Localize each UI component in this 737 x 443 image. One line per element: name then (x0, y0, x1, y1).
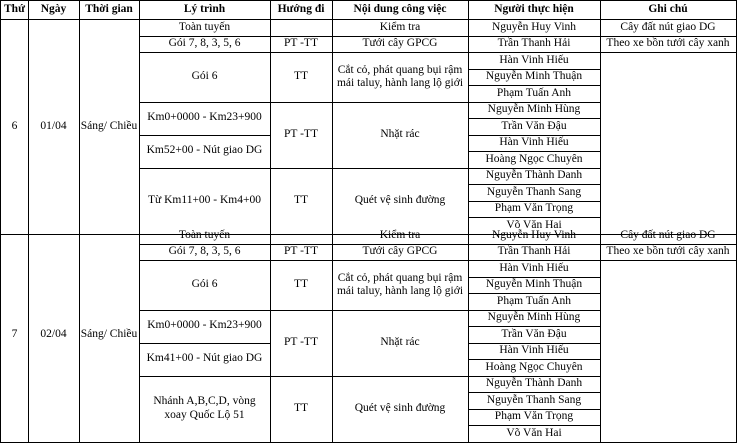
staff-cell: Hoàng Ngọc Chuyên (468, 359, 601, 377)
staff-cell: Trần Văn Đậu (468, 118, 601, 136)
header-cell: Ghi chú (600, 0, 737, 20)
staff-cell: Nguyễn Thanh Sang (468, 392, 601, 410)
staff-cell: Nguyễn Minh Hùng (468, 102, 601, 120)
task-cell: Kiểm tra (332, 19, 469, 37)
route-cell: Từ Km11+00 - Km4+00 (139, 168, 271, 235)
route-cell: Km52+00 - Nút giao DG (139, 135, 271, 169)
task-cell: Cắt cỏ, phát quang bụi rậm mái taluy, hành lang lộ giới (332, 52, 469, 103)
header-cell: Hướng đi (270, 0, 333, 20)
direction-cell: PT -TT (270, 102, 333, 169)
direction-cell (270, 227, 333, 245)
task-cell: Nhặt rác (332, 102, 469, 169)
note-cell (600, 52, 737, 235)
route-cell: Gói 6 (139, 52, 271, 103)
direction-cell: PT -TT (270, 36, 333, 54)
header-cell: Lý trình (139, 0, 271, 20)
route-cell: Km0+0000 - Km23+900 (139, 102, 271, 136)
staff-cell: Nguyễn Thanh Sang (468, 184, 601, 202)
staff-cell: Nguyễn Minh Thuận (468, 69, 601, 87)
time-cell: Sáng/ Chiều (79, 19, 140, 235)
direction-cell: PT -TT (270, 310, 333, 377)
route-cell: Toàn tuyến (139, 19, 271, 37)
staff-cell: Võ Văn Hai (468, 217, 601, 235)
direction-cell (270, 19, 333, 37)
note-cell: Theo xe bồn tưới cây xanh (600, 244, 737, 262)
route-cell: Gói 7, 8, 3, 5, 6 (139, 36, 271, 54)
staff-cell: Hàn Vinh Hiếu (468, 260, 601, 278)
staff-cell: Nguyễn Minh Thuận (468, 277, 601, 295)
staff-cell: Hoàng Ngọc Chuyên (468, 151, 601, 169)
note-cell: Cây đất nút giao DG (600, 227, 737, 245)
staff-cell: Nguyễn Minh Hùng (468, 310, 601, 328)
task-cell: Tưới cây GPCG (332, 244, 469, 262)
staff-cell: Trần Văn Đậu (468, 326, 601, 344)
staff-cell: Nguyễn Thành Danh (468, 376, 601, 394)
date-cell: 02/04 (28, 227, 80, 443)
time-cell: Sáng/ Chiều (79, 227, 140, 443)
header-cell: Thứ (0, 0, 29, 20)
date-cell: 01/04 (28, 19, 80, 235)
task-cell: Quét vệ sinh đường (332, 168, 469, 235)
direction-cell: PT -TT (270, 244, 333, 262)
direction-cell: TT (270, 168, 333, 235)
route-cell: Gói 7, 8, 3, 5, 6 (139, 244, 271, 262)
header-cell: Người thực hiện (468, 0, 601, 20)
staff-cell: Hàn Vinh Hiếu (468, 343, 601, 361)
staff-cell: Nguyễn Huy Vinh (468, 227, 601, 245)
header-cell: Ngày (28, 0, 80, 20)
note-cell: Cây đất nút giao DG (600, 19, 737, 37)
direction-cell: TT (270, 52, 333, 103)
route-cell: Km0+0000 - Km23+900 (139, 310, 271, 344)
note-cell: Theo xe bồn tưới cây xanh (600, 36, 737, 54)
task-cell: Kiểm tra (332, 227, 469, 245)
staff-cell: Phạm Tuấn Anh (468, 85, 601, 103)
header-cell: Nội dung công việc (332, 0, 469, 20)
direction-cell: TT (270, 260, 333, 311)
route-cell: Nhánh A,B,C,D, vòng xoay Quốc Lộ 51 (139, 376, 271, 443)
header-cell: Thời gian (79, 0, 140, 20)
staff-cell: Phạm Văn Trọng (468, 201, 601, 219)
staff-cell: Phạm Văn Trọng (468, 409, 601, 427)
note-cell (600, 260, 737, 443)
route-cell: Toàn tuyến (139, 227, 271, 245)
staff-cell: Phạm Tuấn Anh (468, 293, 601, 311)
direction-cell: TT (270, 376, 333, 443)
route-cell: Gói 6 (139, 260, 271, 311)
staff-cell: Võ Văn Hai (468, 425, 601, 443)
task-cell: Quét vệ sinh đường (332, 376, 469, 443)
staff-cell: Hàn Vinh Hiếu (468, 52, 601, 70)
weekday-cell: 6 (0, 19, 29, 235)
task-cell: Cắt cỏ, phát quang bụi rậm mái taluy, hành lang lộ giới (332, 260, 469, 311)
staff-cell: Hàn Vinh Hiếu (468, 135, 601, 153)
staff-cell: Trần Thanh Hải (468, 36, 601, 54)
route-cell: Km41+00 - Nút giao DG (139, 343, 271, 377)
staff-cell: Trần Thanh Hải (468, 244, 601, 262)
staff-cell: Nguyễn Thành Danh (468, 168, 601, 186)
weekday-cell: 7 (0, 227, 29, 443)
task-cell: Tưới cây GPCG (332, 36, 469, 54)
task-cell: Nhặt rác (332, 310, 469, 377)
staff-cell: Nguyễn Huy Vinh (468, 19, 601, 37)
